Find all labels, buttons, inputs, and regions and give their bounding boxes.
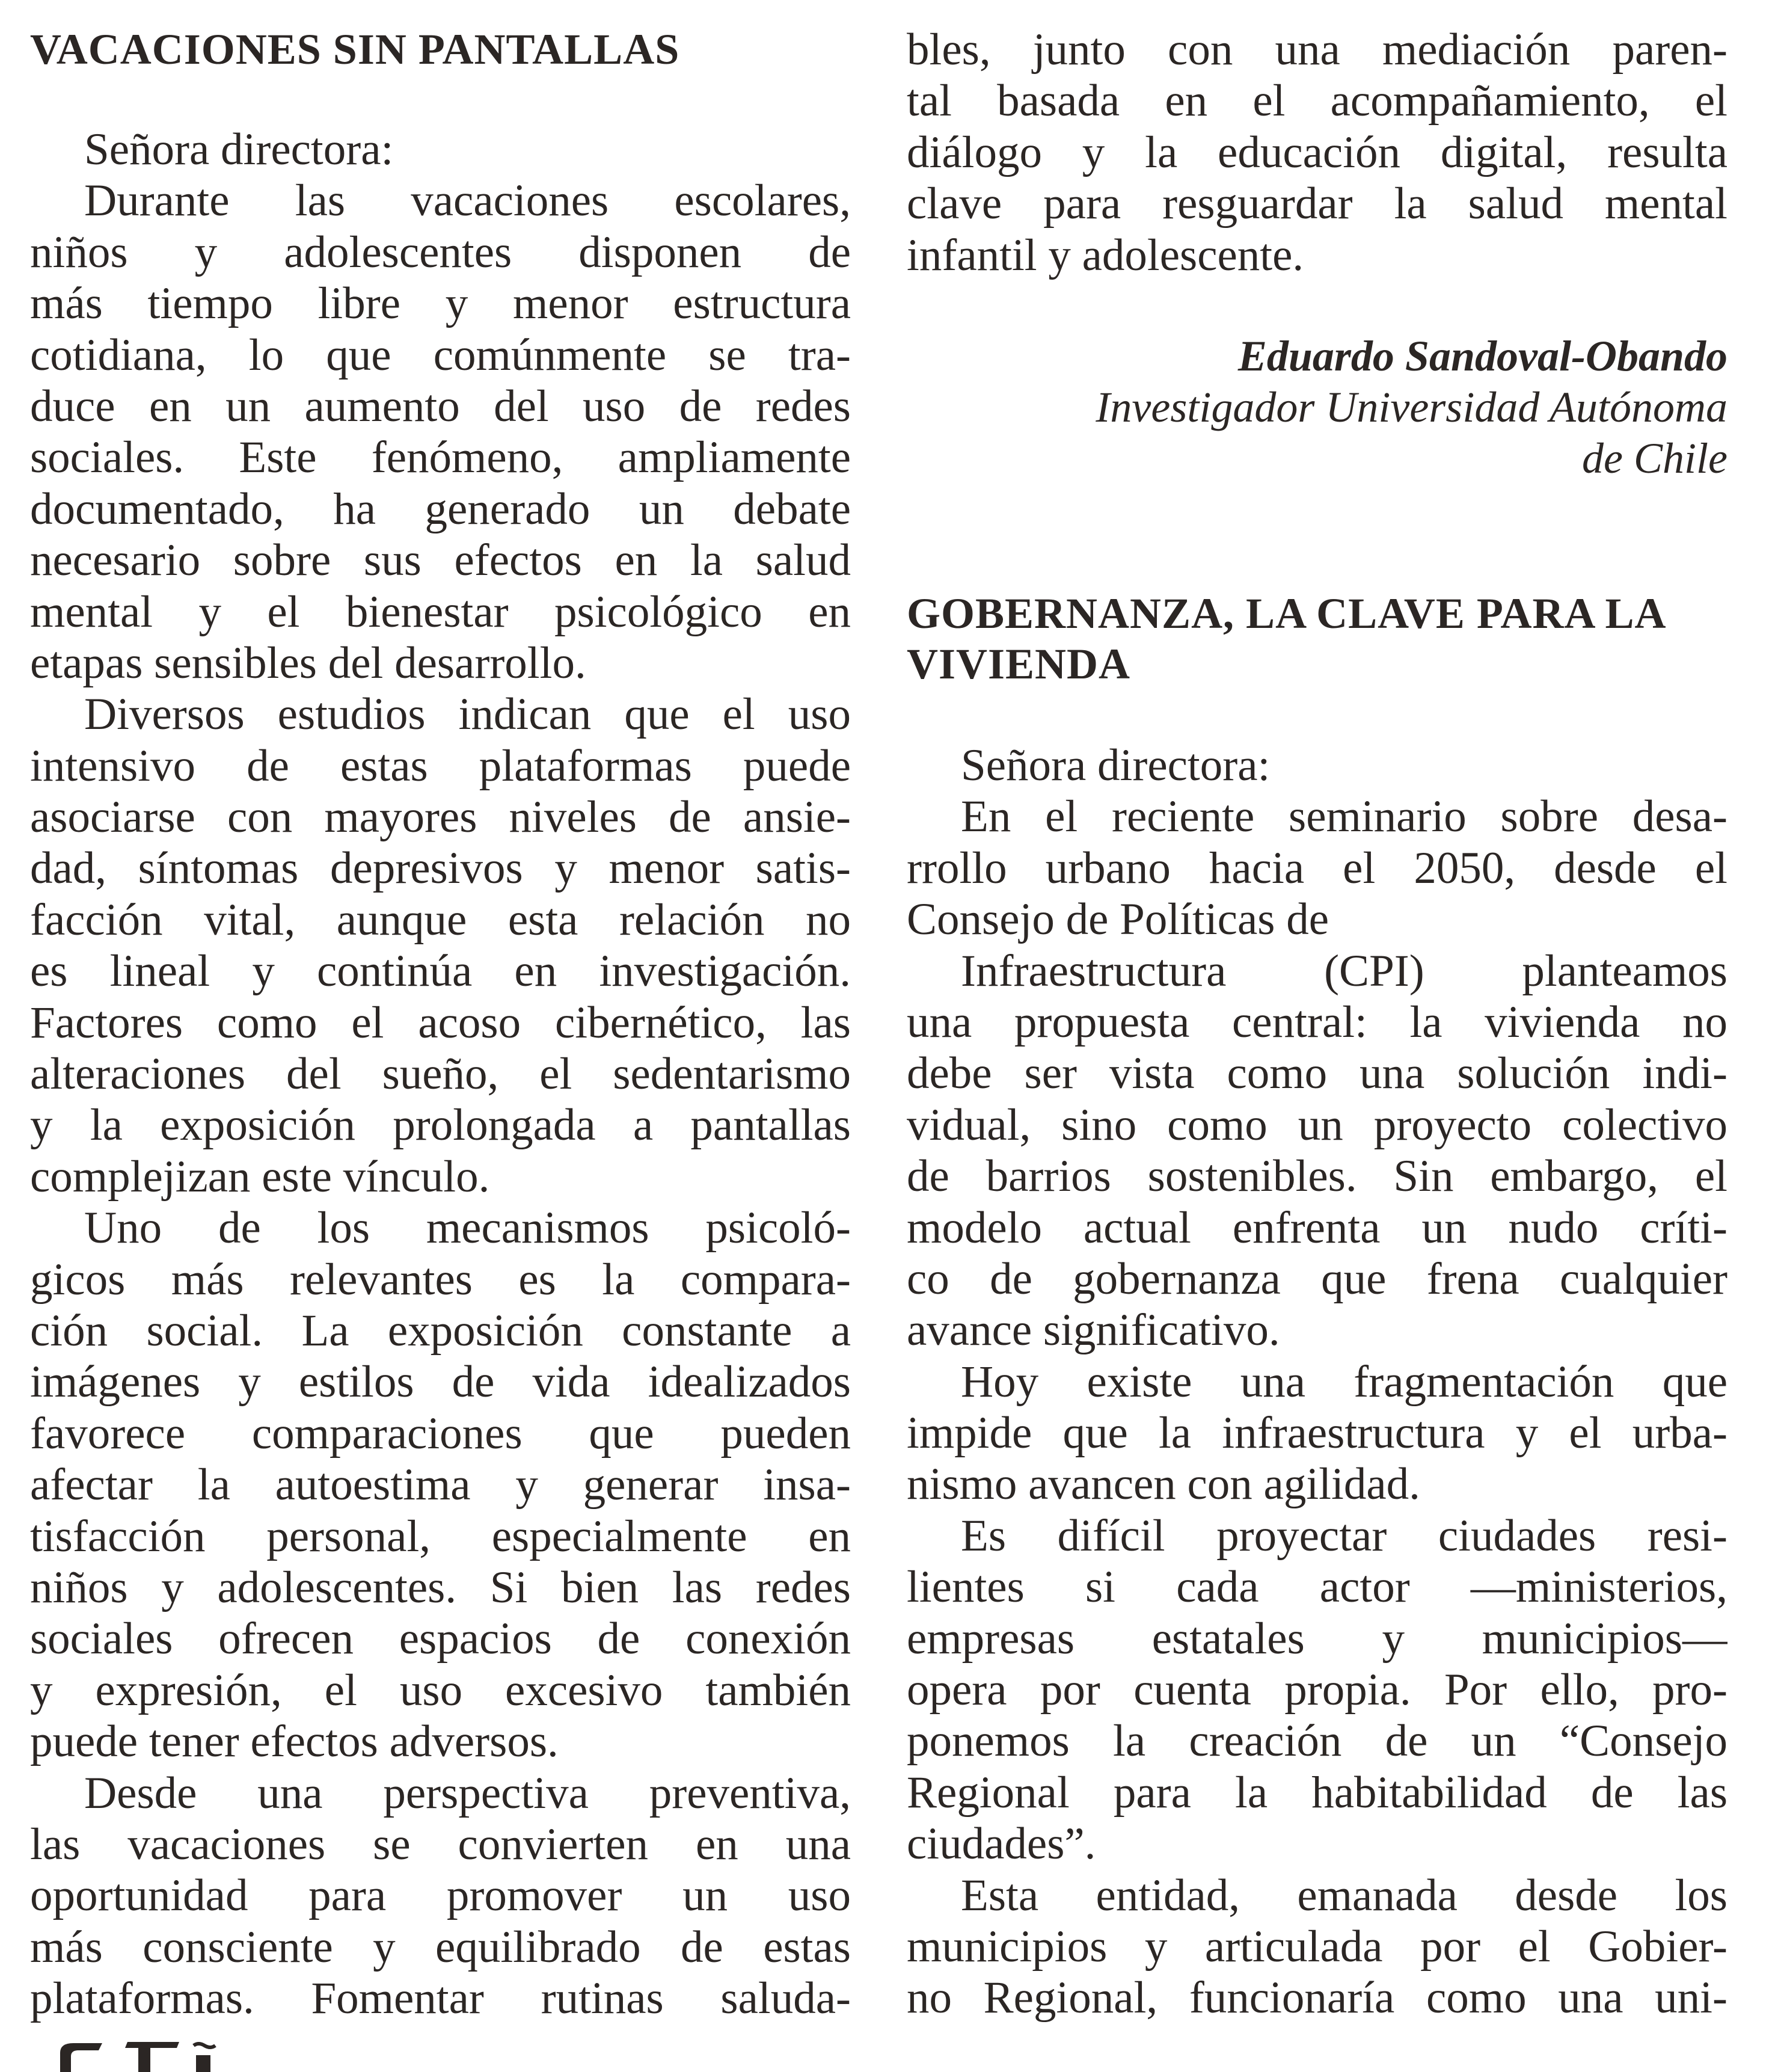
text-line: duce en un aumento del uso de redes (30, 381, 851, 431)
text-line: complejizan este vínculo. (30, 1151, 490, 1202)
text-line: municipios y articulada por el Gobier- (907, 1921, 1727, 1972)
text-line: diálogo y la educación digital, resulta (907, 127, 1727, 177)
text-line: sociales ofrecen espacios de conexión (30, 1614, 851, 1664)
text-line: cotidiana, lo que comúnmente se tra- (30, 330, 851, 380)
text-line: bles, junto con una mediación paren- (907, 25, 1727, 75)
text-line: más tiempo libre y menor estructura (30, 278, 851, 329)
text-line: favorece comparaciones que pueden (30, 1408, 851, 1459)
letter1-title: VACACIONES SIN PANTALLAS (30, 25, 680, 73)
text-line: etapas sensibles del desarrollo. (30, 638, 586, 688)
text-line: tal basada en el acompañamiento, el (907, 76, 1727, 126)
text-line: puede tener efectos adversos. (30, 1717, 559, 1767)
text-line: niños y adolescentes disponen de (30, 227, 851, 277)
text-line: Hoy existe una fragmentación que (961, 1356, 1727, 1407)
text-line: rrollo urbano hacia el 2050, desde el (907, 843, 1727, 893)
letter1-salutation: Señora directora: (84, 125, 394, 174)
text-line: más consciente y equilibrado de estas (30, 1922, 851, 1972)
text-line: vidual, sino como un proyecto colectivo (907, 1099, 1727, 1150)
author-affiliation: de Chile (1582, 434, 1727, 482)
text-line: intensivo de estas plataformas puede (30, 740, 851, 791)
text-line: oportunidad para promover un uso (30, 1871, 851, 1921)
text-line: ción social. La exposición constante a (30, 1305, 851, 1356)
text-line: ciudades”. (907, 1819, 1096, 1869)
text-line: documentado, ha generado un debate (30, 484, 851, 534)
text-line: infantil y adolescente. (907, 230, 1304, 280)
letter2-body (907, 740, 1727, 2024)
text-line: co de gobernanza que frena cualquier (907, 1253, 1727, 1304)
text-line: Diversos estudios indican que el uso (84, 689, 851, 740)
text-line: Durante las vacaciones escolares, (84, 176, 851, 226)
text-line: las vacaciones se convierten en una (30, 1819, 851, 1869)
text-line: tisfacción personal, especialmente en (30, 1511, 851, 1561)
text-line: niños y adolescentes. Si bien las redes (30, 1562, 851, 1612)
text-line: imágenes y estilos de vida idealizados (30, 1357, 851, 1407)
author-affiliation: Investigador Universidad Autónoma (1096, 383, 1727, 431)
text-line: modelo actual enfrenta un nudo críti- (907, 1202, 1727, 1253)
text-line: clave para resguardar la salud mental (907, 179, 1727, 229)
text-line: Uno de los mecanismos psicoló- (84, 1203, 851, 1253)
text-line: Desde una perspectiva preventiva, (84, 1768, 851, 1818)
letter2-title-line: VIVIENDA (907, 640, 1131, 688)
letter1-continuation (907, 24, 1727, 281)
text-line: asociarse con mayores niveles de ansie- (30, 792, 851, 843)
text-line: y la exposición prolongada a pantallas (30, 1100, 851, 1151)
text-line: alteraciones del sueño, el sedentarismo (30, 1049, 851, 1099)
text-line: impide que la infraestructura y el urba- (907, 1408, 1727, 1459)
author-name: Eduardo Sandoval-Obando (1237, 332, 1727, 380)
letter2-title (907, 588, 1727, 689)
text-line: necesario sobre sus efectos en la salud (30, 535, 851, 586)
text-line: dad, síntomas depresivos y menor satis- (30, 843, 851, 894)
text-line: Esta entidad, emanada desde los (961, 1870, 1727, 1920)
text-line: opera por cuenta propia. Por ello, pro- (907, 1665, 1727, 1715)
text-line: empresas estatales y municipios— (907, 1613, 1727, 1664)
letter1-body (30, 124, 851, 2024)
text-line: plataformas. Fomentar rutinas saluda- (30, 1973, 851, 2024)
letter2-salutation: Señora directora: (961, 740, 1271, 790)
text-line: debe ser vista como una solución indi- (907, 1048, 1727, 1099)
text-line: una propuesta central: la vivienda no (907, 997, 1727, 1047)
text-line: facción vital, aunque esta relación no (30, 894, 851, 945)
text-line: nismo avancen con agilidad. (907, 1459, 1420, 1510)
text-line: avance significativo. (907, 1305, 1280, 1356)
letter1-signature (907, 331, 1727, 484)
text-line: En el reciente seminario sobre desa- (961, 792, 1727, 842)
text-line: Infraestructura (CPI) planteamos (961, 945, 1727, 996)
text-line: ponemos la creación de un “Consejo (907, 1716, 1727, 1766)
text-line: y expresión, el uso excesivo también (30, 1665, 851, 1715)
text-line: mental y el bienestar psicológico en (30, 586, 851, 637)
text-line: no Regional, funcionaría como una uni- (907, 1973, 1727, 2023)
text-line: de barrios sostenibles. Sin embargo, el (907, 1151, 1727, 1202)
letter2-title-line: GOBERNANZA, LA CLAVE PARA LA (907, 589, 1667, 638)
text-line: afectar la autoestima y generar insa- (30, 1460, 851, 1510)
cropped-heading-fragment (36, 2042, 373, 2072)
text-line: lientes si cada actor —ministerios, (907, 1562, 1727, 1612)
text-line: gicos más relevantes es la compara- (30, 1254, 851, 1305)
text-line: es lineal y continúa en investigación. (30, 946, 851, 997)
text-line: Factores como el acoso cibernético, las (30, 997, 851, 1048)
text-line: sociales. Este fenómeno, ampliamente (30, 432, 851, 483)
text-line: Consejo de Políticas de (907, 894, 1329, 945)
text-line: Regional para la habitabilidad de las (907, 1767, 1727, 1818)
text-line: Es difícil proyectar ciudades resi- (961, 1510, 1727, 1561)
